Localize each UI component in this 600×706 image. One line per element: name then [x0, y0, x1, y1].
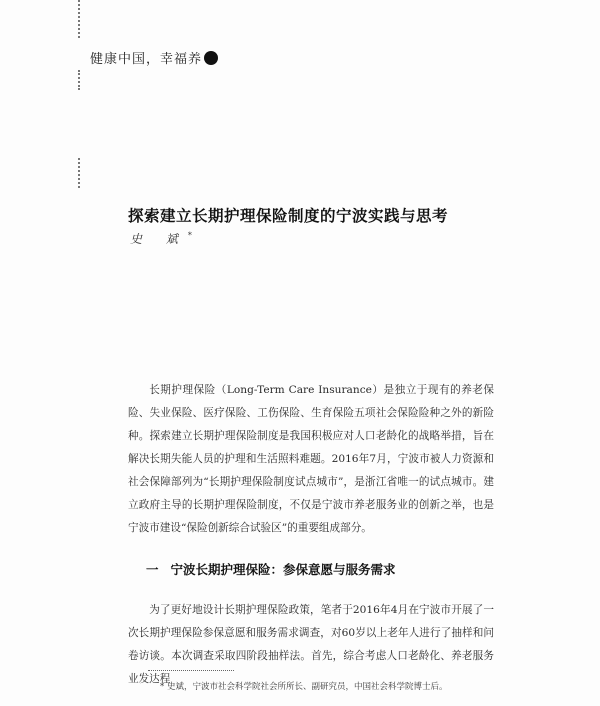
running-head-text: 健康中国，幸福养 [90, 52, 203, 67]
article-title: 探索建立长期护理保险制度的宁波实践与思考 [128, 207, 449, 225]
footnote-divider [148, 670, 234, 671]
body-paragraph: 长期护理保险（Long-Term Care Insurance）是独立于现有的养老保险、失业保险、医疗保险、工伤保险、生育保险五项社会保险险种之外的新险种。探索建立长期护理保险制度是我国积极应对人口老龄化的战略举措，旨在解决长期失能人员的护理和生活照料难题。2016年7月，宁波市被人力资源和社会保障部列为“长期护理保险制度试点城市”，是浙江省唯一的试点城市。建立政府主导的长期护理保险制度，不仅是宁波市养老服务业的创新之举，也是宁波市建设“保险创新综合试验区”的重要组成部分。 [128, 384, 494, 534]
author-name: 史 斌 [130, 232, 188, 246]
body-paragraph: 为了更好地设计长期护理保险政策，笔者于2016年4月在宁波市开展了一次长期护理保险参保意愿和服务需求调查，对60岁以上老年人进行了抽样和问卷访谈。本次调查采取四阶段抽样法。首先，综合考虑人口老龄化、养老服务业发达程 [128, 604, 494, 685]
margin-dotted-rule [78, 0, 82, 38]
section-number: 一 [146, 562, 159, 577]
running-head [90, 48, 218, 67]
margin-dotted-rule [78, 158, 82, 188]
margin-dotted-rule [78, 70, 82, 90]
author-footnote-mark: * [187, 231, 192, 240]
author-line [130, 230, 192, 247]
section-heading [146, 560, 396, 578]
footnote: * 史斌，宁波市社会科学院社会所所长、副研究员，中国社会科学院博士后。 [160, 682, 448, 692]
section-title: 宁波长期护理保险：参保意愿与服务需求 [170, 562, 396, 577]
bullet-dot-icon [204, 51, 218, 65]
